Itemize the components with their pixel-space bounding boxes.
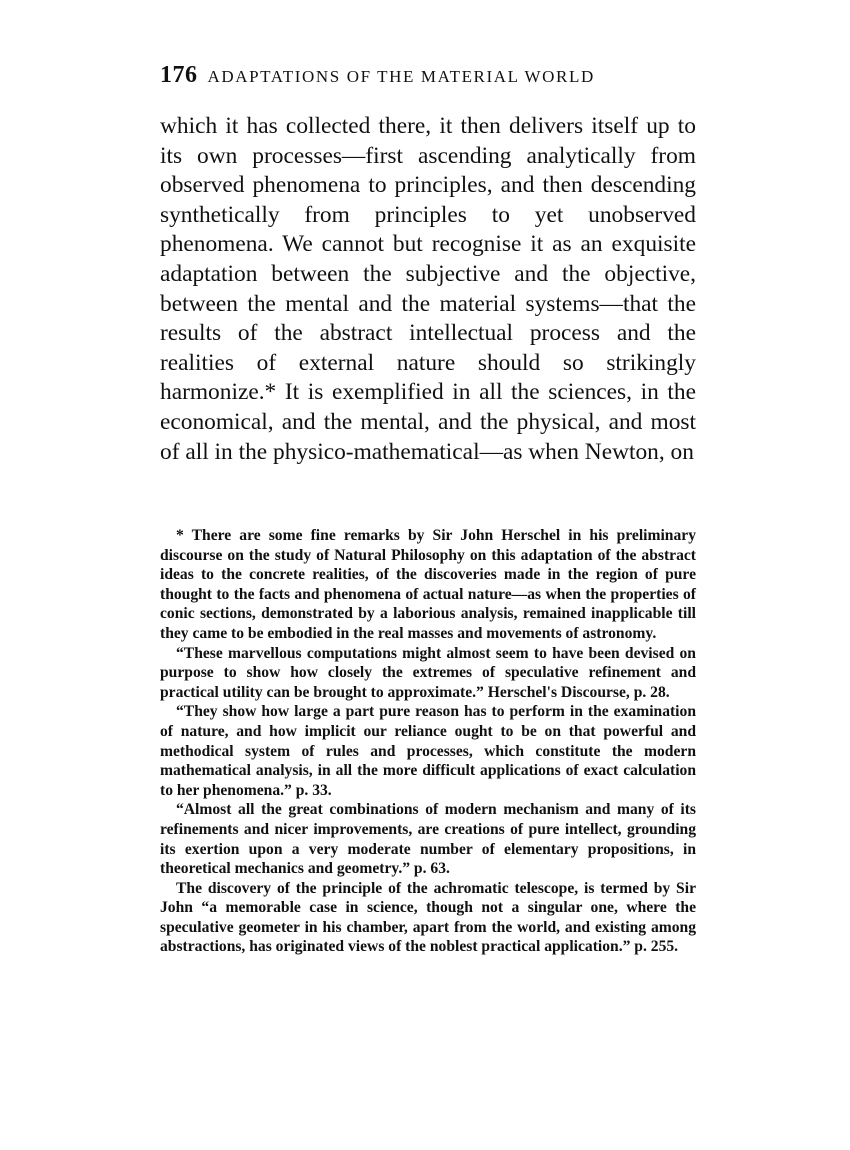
footnote-paragraph: “These marvellous computations might almost seem to have been devised on purpose to show how closely the extremes of speculative refinement and practical utility can be brought to approximate.” Herschel's Discourse, p. 28. bbox=[160, 644, 696, 701]
footnote-paragraph: The discovery of the principle of the achromatic telescope, is termed by Sir John “a memorable case in science, though not a singular one, where the speculative geometer in his chamber, apart from the world, and existing among abstractions, has originated views of the noblest practical application.” p. 255. bbox=[160, 879, 696, 956]
page-number: 176 bbox=[160, 62, 198, 88]
body-paragraph: which it has collected there, it then delivers itself up to its own processes—first ascending analytically from observed phenomena to principles, and then descending synthetically from principles to yet unobserved phenomena. We cannot but recognise it as an exquisite adaptation between the subjective and the objective, between the mental and the material systems—that the results of the abstract intellectual process and the realities of external nature should so strikingly harmonize.* It is exemplified in all the sciences, in the economical, and the mental, and the physical, and most of all in the physico-mathematical—as when Newton, on bbox=[160, 113, 696, 465]
footnote-paragraph: “Almost all the great combinations of modern mechanism and many of its refinements and nicer improvements, are creations of pure intellect, grounding its exertion upon a very moderate number of elementary propositions, in theoretical mechanics and geometry.” p. 63. bbox=[160, 801, 696, 878]
running-head bbox=[160, 62, 696, 92]
footnote-paragraph: * There are some fine remarks by Sir John Herschel in his preliminary discourse on the study of Natural Philosophy on this adaptation of the abstract ideas to the concrete realities, of the discoveries made in the region of pure thought to the facts and phenomena of actual nature—as when the properties of conic sections, demonstrated by a laborious analysis, remained inapplicable till they came to be embodied in the real masses and movements of astronomy. bbox=[160, 527, 696, 642]
footnotes bbox=[160, 526, 696, 957]
footnote-paragraph: “They show how large a part pure reason has to perform in the examination of nature, and how implicit our reliance ought to be on that powerful and methodical system of rules and processes, which constitute the modern mathematical analysis, in all the more difficult applications of exact calculation to her phenomena.” p. 33. bbox=[160, 703, 696, 799]
running-title: ADAPTATIONS OF THE MATERIAL WORLD bbox=[207, 67, 595, 86]
